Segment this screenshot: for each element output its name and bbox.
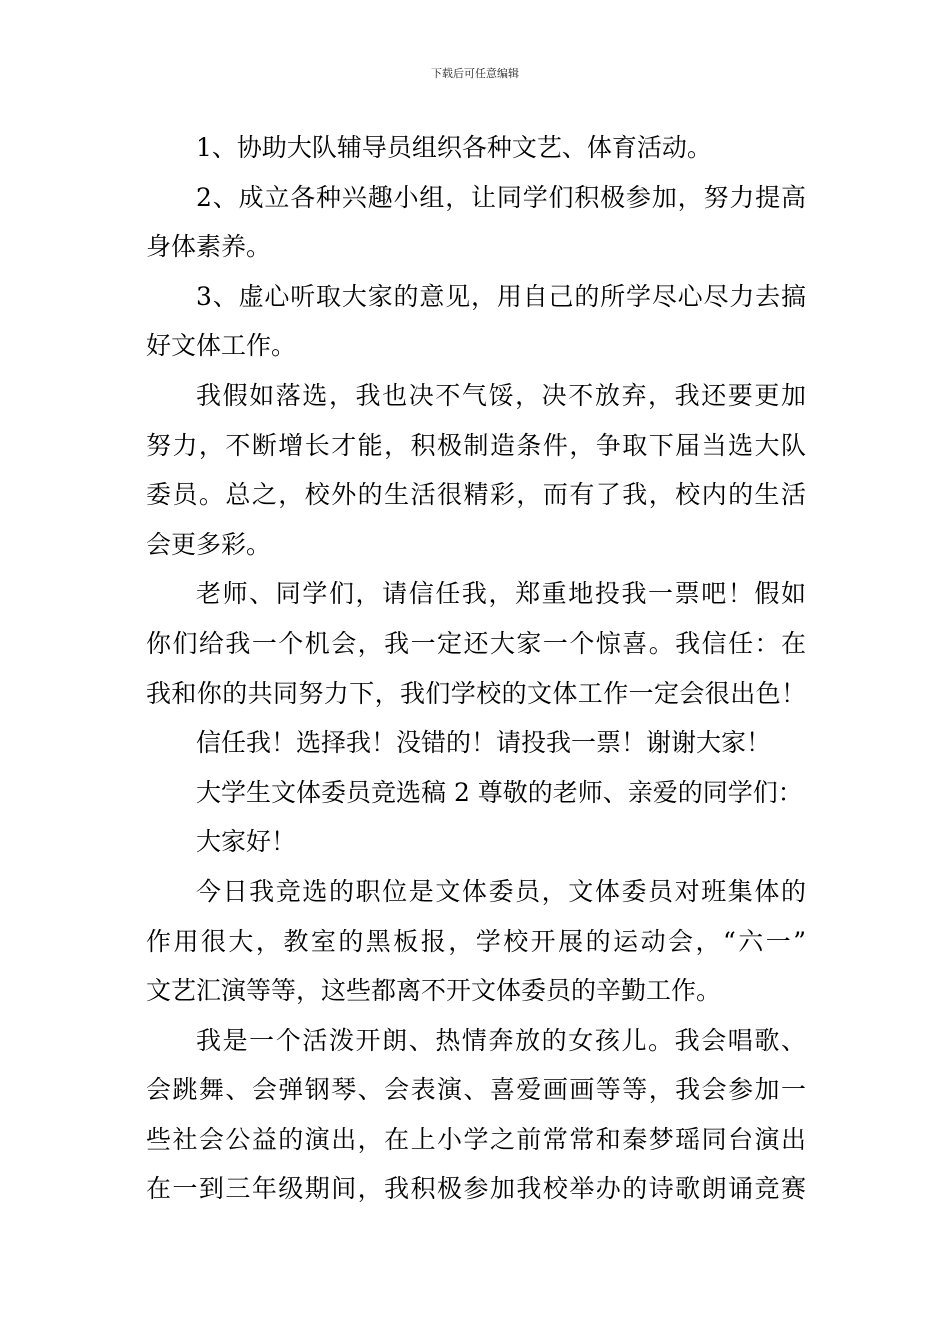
text-line: 我和你的共同努力下，我们学校的文体工作一定会很出色！ bbox=[146, 678, 806, 708]
text-line: 我假如落选，我也决不气馁，决不放弃，我还要更加 bbox=[196, 380, 806, 410]
text-line: 文艺汇演等等，这些都离不开文体委员的辛勤工作。 bbox=[146, 976, 722, 1006]
text-line: 你们给我一个机会，我一定还大家一个惊喜。我信任：在 bbox=[146, 628, 806, 658]
text-line: 作用很大，教室的黑板报，学校开展的运动会，“六一” bbox=[146, 926, 806, 956]
text-line: 大学生文体委员竞选稿 2 尊敬的老师、亲爱的同学们： bbox=[196, 777, 803, 807]
text-line: 信任我！选择我！没错的！请投我一票！谢谢大家！ bbox=[196, 728, 772, 758]
text-line: 会跳舞、会弹钢琴、会表演、喜爱画画等等，我会参加一 bbox=[146, 1075, 806, 1105]
text-line: 大家好！ bbox=[196, 827, 297, 857]
text-line: 3、虚心听取大家的意见，用自己的所学尽心尽力去搞 bbox=[196, 281, 806, 311]
text-line: 身体素养。 bbox=[146, 232, 272, 262]
text-line: 会更多彩。 bbox=[146, 529, 272, 559]
text-line: 委员。总之，校外的生活很精彩，而有了我，校内的生活 bbox=[146, 480, 806, 510]
text-line: 1、协助大队辅导员组织各种文艺、体育活动。 bbox=[196, 133, 712, 162]
text-line: 努力，不断增长才能，积极制造条件，争取下届当选大队 bbox=[146, 430, 806, 460]
text-line: 些社会公益的演出，在上小学之前常常和秦梦瑶同台演出 bbox=[146, 1124, 806, 1154]
text-line: 在一到三年级期间，我积极参加我校举办的诗歌朗诵竞赛 bbox=[146, 1174, 806, 1204]
text-line: 今日我竞选的职位是文体委员，文体委员对班集体的 bbox=[196, 876, 806, 906]
text-line: 老师、同学们，请信任我，郑重地投我一票吧！假如 bbox=[196, 579, 806, 609]
document-body bbox=[146, 123, 806, 1214]
text-line: 好文体工作。 bbox=[146, 331, 297, 361]
page-header: 下载后可任意编辑 bbox=[431, 67, 519, 80]
text-line: 我是一个活泼开朗、热情奔放的女孩儿。我会唱歌、 bbox=[196, 1025, 806, 1055]
text-line: 2、成立各种兴趣小组，让同学们积极参加，努力提高 bbox=[196, 182, 806, 212]
